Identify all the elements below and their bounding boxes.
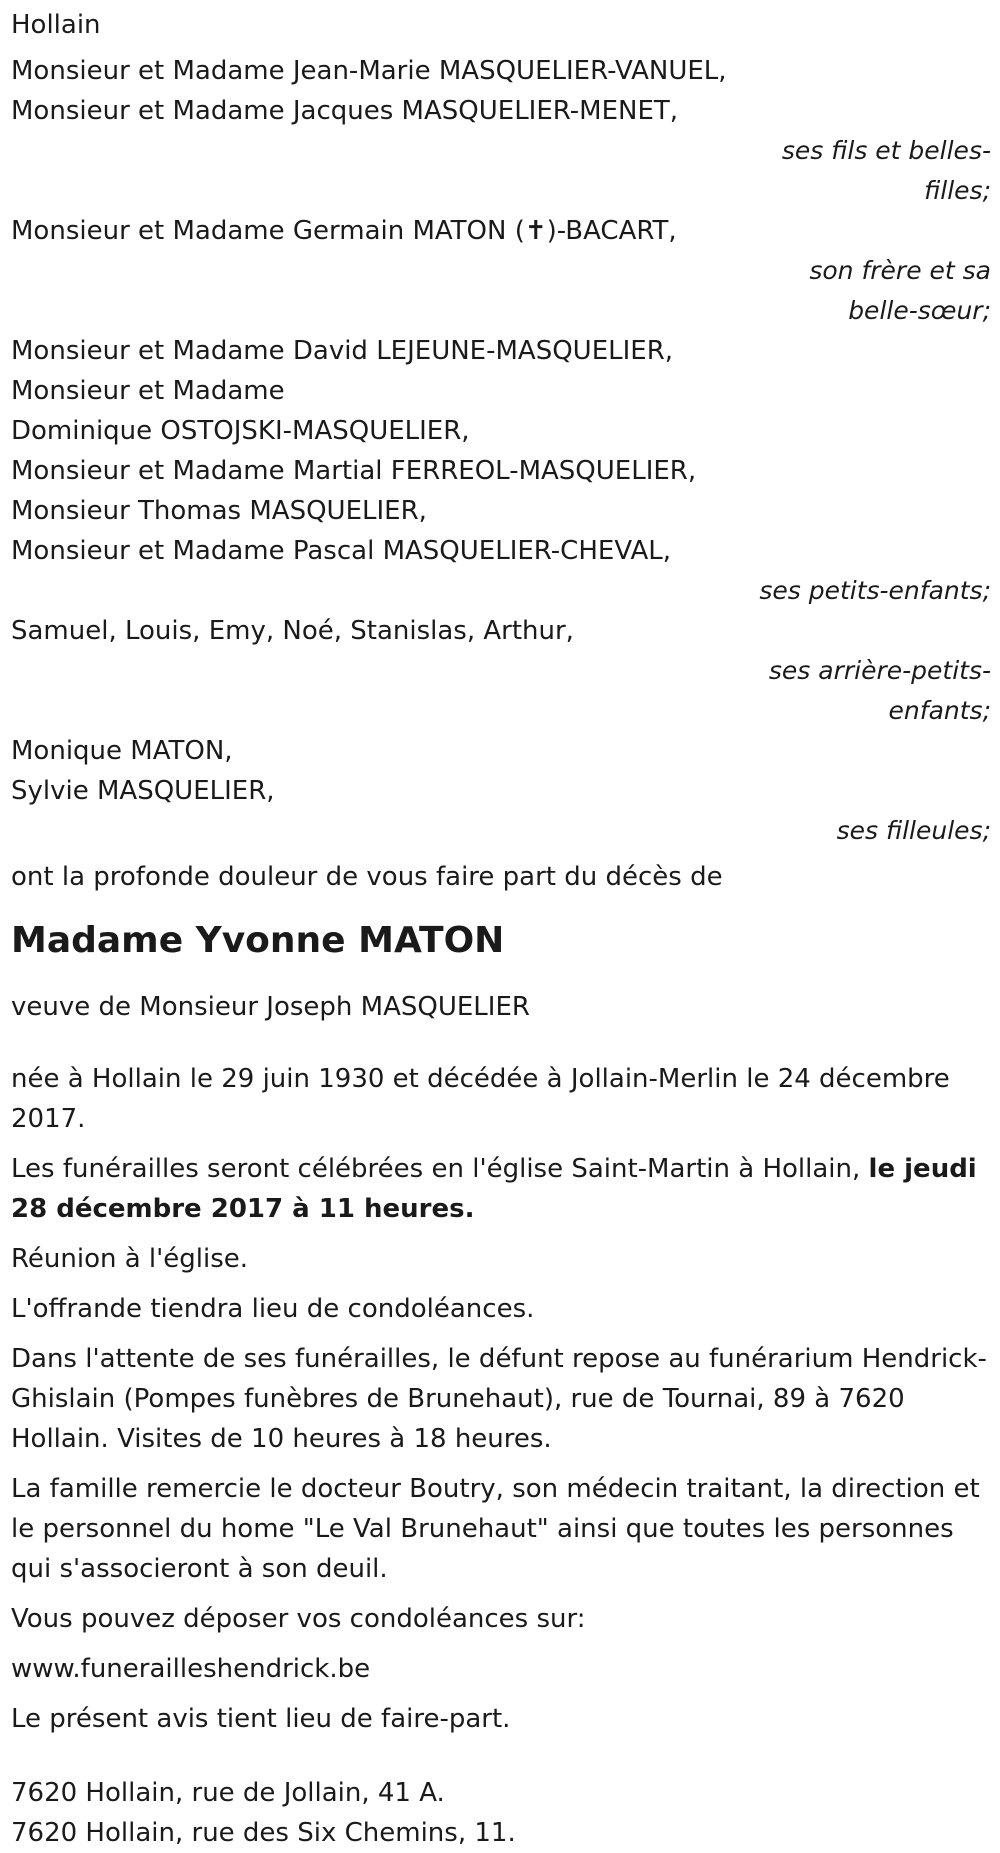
website-link[interactable]: www.funerailleshendrick.be	[11, 1654, 371, 1684]
relation-label: son frère et sa belle-sœur;	[809, 256, 991, 325]
relation-label: ses fils et belles- filles;	[781, 136, 991, 205]
addresses	[11, 1773, 991, 1853]
place-heading: Hollain	[11, 10, 101, 40]
family-name-line: Dominique OSTOJSKI-MASQUELIER,	[11, 416, 470, 446]
family-name-line: Monsieur et Madame Pascal MASQUELIER-CHEVAL,	[11, 536, 671, 566]
family-name-line: Monsieur et Madame Germain MATON (✝)-BACART,	[11, 216, 677, 246]
offering: L'offrande tiendra lieu de condoléances.	[11, 1294, 535, 1324]
family-name-line: Monsieur et Madame Jacques MASQUELIER-MENET,	[11, 96, 679, 126]
family-name-line: Monique MATON,	[11, 736, 233, 766]
family-name-line: Monsieur et Madame David LEJEUNE-MASQUELIER,	[11, 336, 674, 366]
deceased-name: Madame Yvonne MATON	[11, 920, 505, 961]
widow-of: veuve de Monsieur Joseph MASQUELIER	[11, 992, 530, 1022]
group-sons	[11, 51, 991, 211]
obituary-notice	[11, 5, 991, 1853]
family-name-line: Samuel, Louis, Emy, Noé, Stanislas, Arthur,	[11, 616, 574, 646]
family-name-line: Sylvie MASQUELIER,	[11, 776, 275, 806]
address-line: 7620 Hollain, rue de Jollain, 41 A.	[11, 1778, 445, 1808]
family-name-line: Monsieur et Madame	[11, 376, 285, 406]
group-brother	[11, 211, 991, 331]
reunion: Réunion à l'église.	[11, 1244, 249, 1274]
family-name-line: Monsieur et Madame Martial FERREOL-MASQUELIER,	[11, 456, 697, 486]
family-name-line: Monsieur et Madame Jean-Marie MASQUELIER-VANUEL,	[11, 56, 727, 86]
notice: Le présent avis tient lieu de faire-part.	[11, 1704, 511, 1734]
group-grandchildren	[11, 331, 991, 611]
family-name-line: Monsieur Thomas MASQUELIER,	[11, 496, 427, 526]
group-great-grandchildren	[11, 611, 991, 731]
relation-label: ses filleules;	[836, 816, 991, 845]
relation-label: ses arrière-petits- enfants;	[768, 656, 991, 725]
condolences-intro: Vous pouvez déposer vos condoléances sur:	[11, 1604, 586, 1634]
relation-label: ses petits-enfants;	[759, 576, 991, 605]
thanks: La famille remercie le docteur Boutry, son médecin traitant, la direction et le personnel du home "Le Val Brunehaut" ainsi que toutes les personnes qui s'associeront à son deuil.	[11, 1474, 980, 1584]
address-line: 7620 Hollain, rue des Six Chemins, 11.	[11, 1818, 516, 1848]
born-died: née à Hollain le 29 juin 1930 et décédée à Jollain-Merlin le 24 décembre 2017.	[11, 1064, 950, 1134]
funeral-date: le jeudi 28 décembre 2017 à 11 heures.	[11, 1154, 977, 1224]
group-goddaughters	[11, 731, 991, 851]
rest-info: Dans l'attente de ses funérailles, le défunt repose au funérarium Hendrick-Ghislain (Pompes funèbres de Brunehaut), rue de Tournai, 89 à 7620 Hollain. Visites de 10 heures à 18 heures.	[11, 1344, 987, 1454]
funeral-intro: Les funérailles seront célébrées en l'église Saint-Martin à Hollain,	[11, 1154, 869, 1184]
funeral-info	[11, 1149, 991, 1229]
announcement: ont la profonde douleur de vous faire part du décès de	[11, 862, 723, 892]
